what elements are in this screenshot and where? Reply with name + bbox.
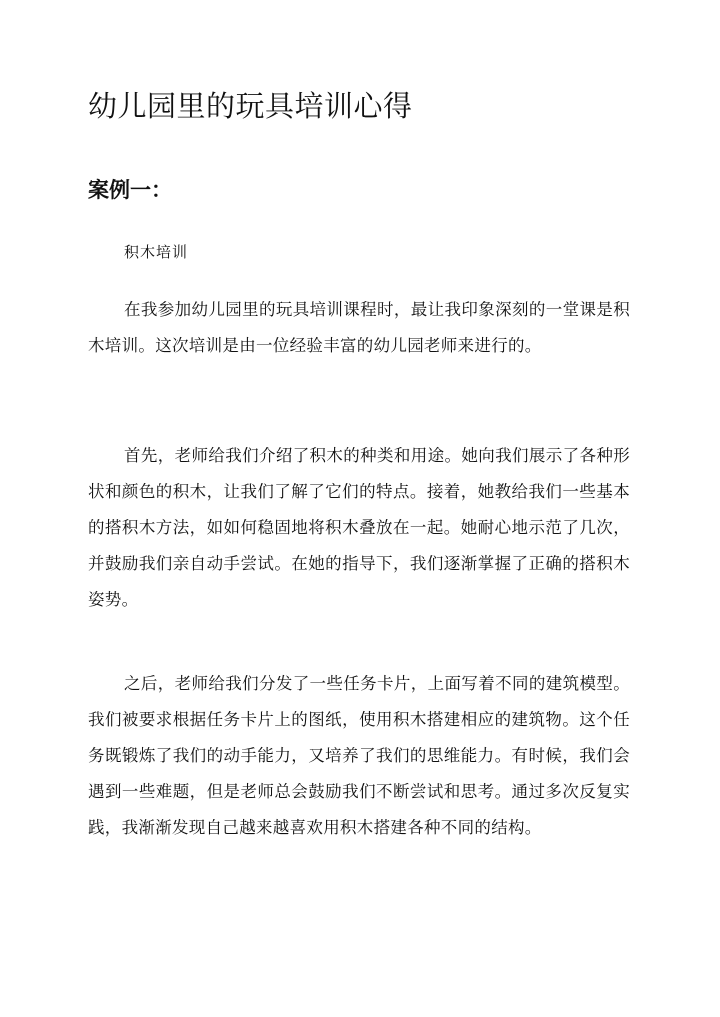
- section-heading: 案例一：: [88, 177, 172, 202]
- subheading: 积木培训: [124, 243, 189, 261]
- paragraph-1: 在我参加幼儿园里的玩具培训课程时，最让我印象深刻的一堂课是积木培训。这次培训是由一位经验丰富的幼儿园老师来进行的。: [88, 300, 630, 355]
- document-title: 幼儿园里的玩具培训心得: [88, 89, 413, 123]
- paragraph-2: 首先，老师给我们介绍了积木的种类和用途。她向我们展示了各种形状和颜色的积木，让我们了解了它们的特点。接着，她教给我们一些基本的搭积木方法，如如何稳固地将积木叠放在一起。她耐心地示范了几次，并鼓励我们亲自动手尝试。在她的指导下，我们逐渐掌握了正确的搭积木姿势。: [88, 446, 630, 609]
- paragraph-3: 之后，老师给我们分发了一些任务卡片，上面写着不同的建筑模型。我们被要求根据任务卡片上的图纸，使用积木搭建相应的建筑物。这个任务既锻炼了我们的动手能力，又培养了我们的思维能力。有时候，我们会遇到一些难题，但是老师总会鼓励我们不断尝试和思考。通过多次反复实践，我渐渐发现自己越来越喜欢用积木搭建各种不同的结构。: [88, 674, 630, 837]
